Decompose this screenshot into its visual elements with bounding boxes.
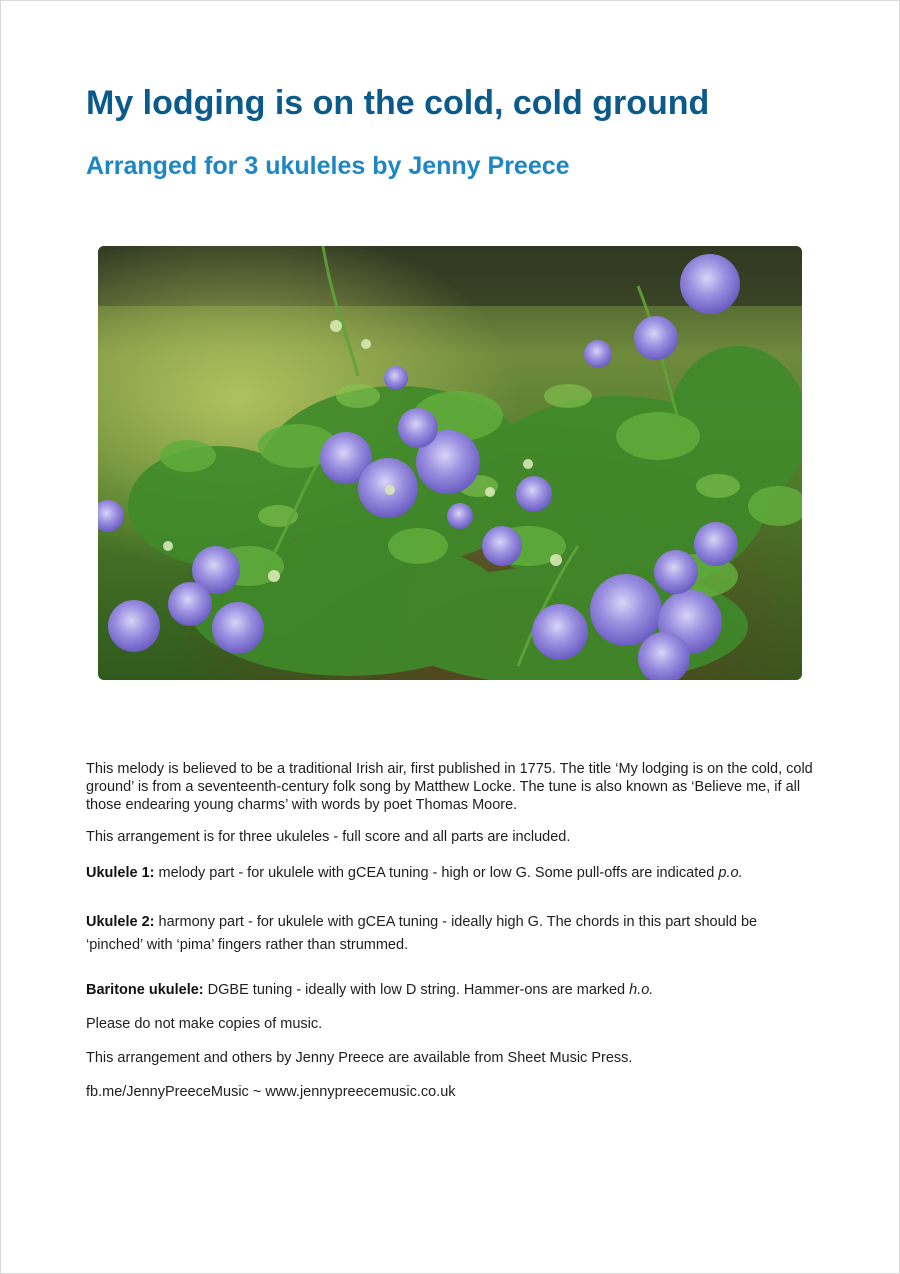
ukulele2-text: harmony part - for ukulele with gCEA tuning - ideally high G. The chords in this part should be ‘pinched’ with ‘pima’ fingers rather than strummed. [86, 914, 758, 953]
ukulele1-text: melody part - for ukulele with gCEA tuning - high or low G. Some pull-offs are indicated [154, 865, 719, 881]
baritone-label: Baritone ukulele: [86, 982, 204, 998]
ukulele1-paragraph [86, 862, 816, 885]
intro-paragraph: This melody is believed to be a traditional Irish air, first published in 1775. The title ‘My lodging is on the cold, cold ground’ is from a seventeenth-century folk song by Matthew Locke. The tune is also known as ‘Believe me, if all those endearing young charms’ with words by poet Thomas Moore. [86, 761, 813, 813]
flower-photo-icon [98, 246, 802, 680]
ukulele2-label: Ukulele 2: [86, 914, 155, 930]
ukulele2-paragraph [86, 911, 816, 957]
description [86, 760, 816, 1101]
hammer-on-abbr: h.o. [629, 982, 654, 998]
links-line: fb.me/JennyPreeceMusic ~ www.jennypreecemusic.co.uk [86, 1084, 456, 1100]
page-subtitle: Arranged for 3 ukuleles by Jenny Preece [86, 152, 570, 180]
baritone-text: DGBE tuning - ideally with low D string. Hammer-ons are marked [203, 982, 630, 998]
page-title: My lodging is on the cold, cold ground [86, 84, 710, 122]
ukulele1-label: Ukulele 1: [86, 865, 155, 881]
copies-notice: Please do not make copies of music. [86, 1016, 323, 1032]
availability-paragraph: This arrangement and others by Jenny Preece are available from Sheet Music Press. [86, 1050, 633, 1066]
pull-off-abbr: p.o. [718, 865, 743, 881]
baritone-paragraph [86, 981, 816, 999]
arrangement-paragraph: This arrangement is for three ukuleles - full score and all parts are included. [86, 829, 571, 845]
